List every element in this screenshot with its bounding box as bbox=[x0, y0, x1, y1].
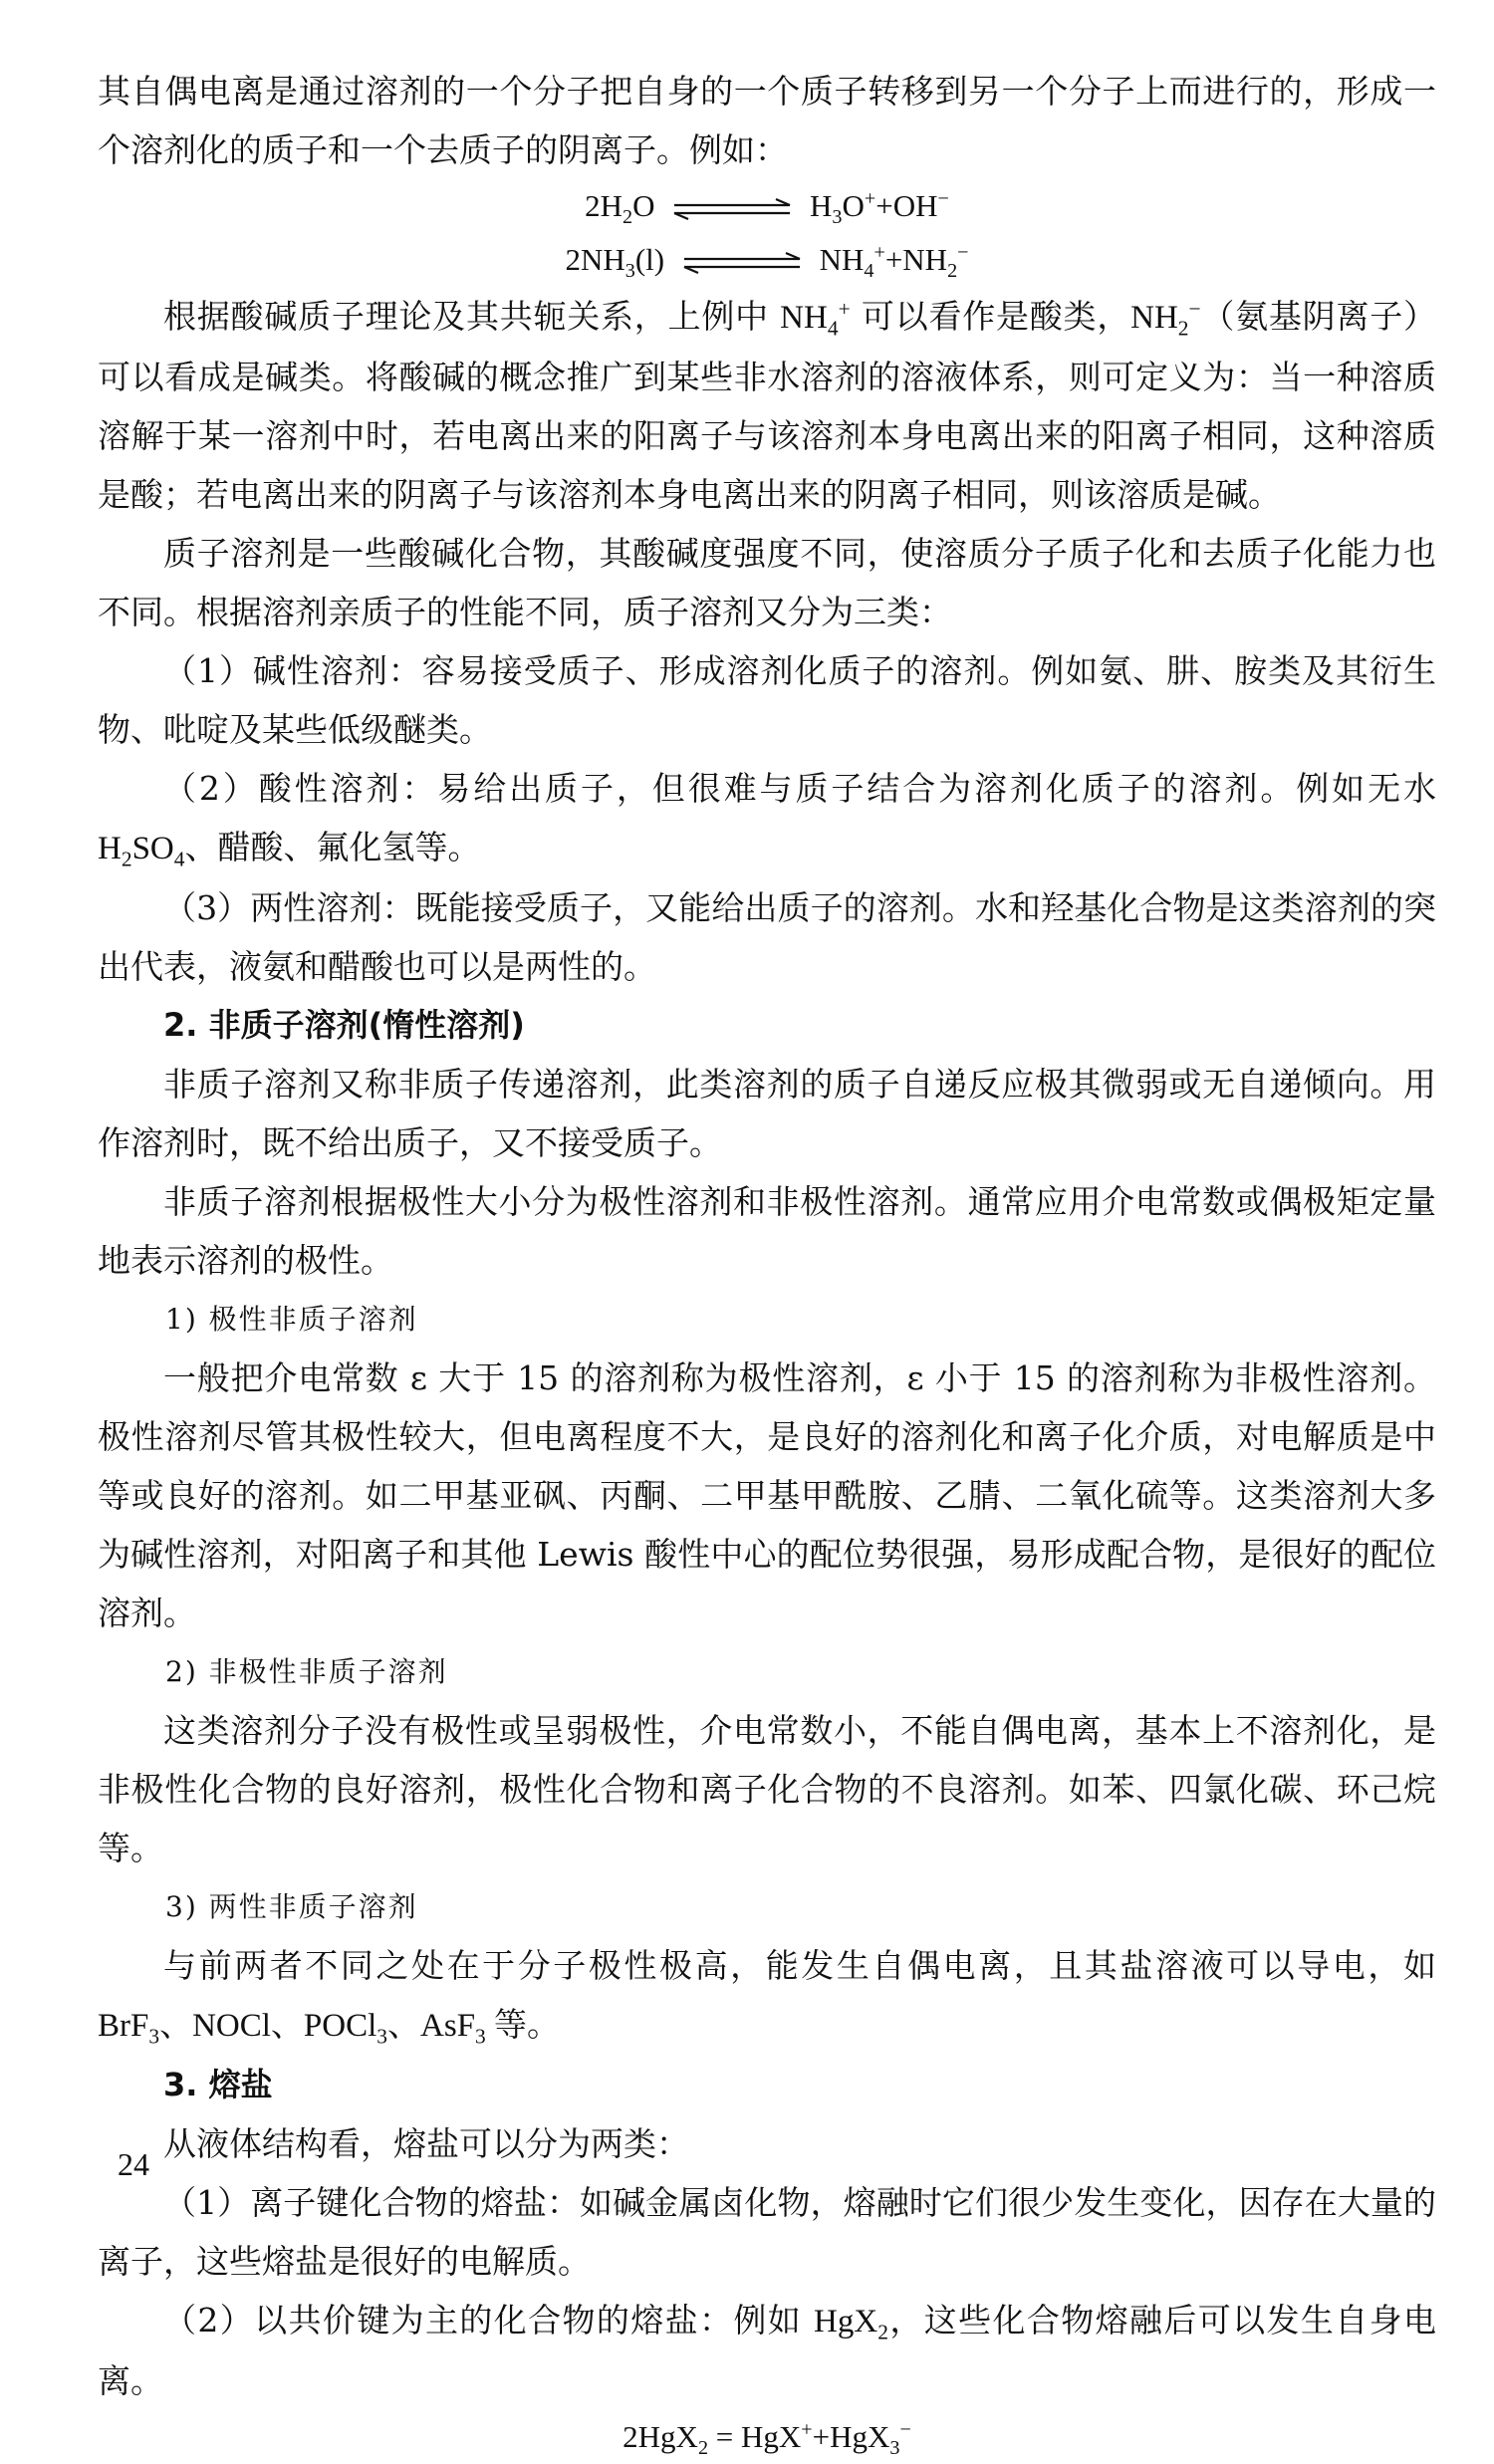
subsection-polar-aprotic: 1) 极性非质子溶剂 bbox=[165, 1303, 418, 1336]
paragraph-polar-aprotic: 一般把介电常数 ε 大于 15 的溶剂称为极性溶剂，ε 小于 15 的溶剂称为非极性溶剂。极性溶剂尽管其极性较大，但电离程度不大，是良好的溶剂化和离子化介质，对电解质是中等或良好的溶剂。如二甲基亚砜、丙酮、二甲基甲酰胺、乙腈、二氧化硫等。这类溶剂大多为碱性溶剂，对阳离子和其他 Lewis 酸性中心的配位势很强，易形成配合物，是很好的配位溶剂。 bbox=[98, 1358, 1436, 1632]
paragraph-acidic-solvents bbox=[98, 759, 1436, 878]
text-span: （2）酸性溶剂：易给出质子，但很难与质子结合为溶剂化质子的溶剂。例如无水 bbox=[163, 769, 1436, 808]
paragraph-amphoteric-solvents: （3）两性溶剂：既能接受质子，又能给出质子的溶剂。水和羟基化合物是这类溶剂的突出代表，液氨和醋酸也可以是两性的。 bbox=[98, 888, 1436, 986]
text-span: 根据酸碱质子理论及其共轭关系，上例中 bbox=[163, 297, 781, 336]
text-span: （2）以共价键为主的化合物的熔盐：例如 bbox=[163, 2301, 815, 2340]
text-span: （氨基阴离子）可以看成是碱类。将酸碱的概念推广到某些非水溶剂的溶液体系，则可定义为：当一种溶质溶解于某一溶剂中时，若电离出来的阳离子与该溶剂本身电离出来的阳离子相同，这种溶质是酸；若电离出来的阴离子与该溶剂本身电离出来的阴离子相同，则该溶质是碱。 bbox=[98, 297, 1437, 514]
paragraph-aprotic-polarity: 非质子溶剂根据极性大小分为极性溶剂和非极性溶剂。通常应用介电常数或偶极矩定量地表示溶剂的极性。 bbox=[98, 1182, 1436, 1280]
page-number: 24 bbox=[118, 2146, 149, 2182]
text-span: 等。 bbox=[494, 2005, 561, 2044]
paragraph-ionic-melts: （1）离子键化合物的熔盐：如碱金属卤化物，熔融时它们很少发生变化，因存在大量的离子，这些熔盐是很好的电解质。 bbox=[98, 2183, 1436, 2281]
equation-ammonia: $2NH_3(l)$ $NH_4^++NH_2^-$ bbox=[565, 241, 969, 283]
section-heading-molten-salts: 3. 熔盐 bbox=[163, 2066, 273, 2103]
subsection-amphoteric-aprotic: 3) 两性非质子溶剂 bbox=[165, 1890, 418, 1923]
paragraph-self-ionization: 其自偶电离是通过溶剂的一个分子把自身的一个质子转移到另一个分子上而进行的，形成一个溶剂化的质子和一个去质子的阴离子。例如： bbox=[98, 72, 1436, 169]
paragraph-amphoteric-aprotic bbox=[98, 1936, 1436, 2056]
formula-h2so4: $H_2SO_4$ bbox=[98, 831, 185, 871]
section-heading-aprotic: 2. 非质子溶剂(惰性溶剂) bbox=[163, 1006, 525, 1044]
text-area bbox=[98, 62, 1436, 2464]
formula-nh4: $NH_4^+$ bbox=[780, 297, 851, 341]
formula-nh2: $NH_2^-$ bbox=[1130, 297, 1201, 341]
formula-list: BrF$_3$、NOCl、POCl$_3$、AsF$_3$ bbox=[98, 2008, 486, 2049]
text-span: ，这些化合物熔融后可以发生自身电离。 bbox=[98, 2301, 1436, 2400]
equilibrium-arrow-icon bbox=[672, 198, 792, 220]
text-span: 与前两者不同之处在于分子极性极高，能发生自偶电离，且其盐溶液可以导电，如 bbox=[163, 1946, 1436, 1985]
equation-mercury-halide: 2HgX$_2$ = HgX++HgX$_3$− bbox=[622, 2418, 911, 2460]
paragraph-molten-salt-types: 从液体结构看，熔盐可以分为两类： bbox=[163, 2124, 689, 2163]
paragraph-nonpolar-aprotic: 这类溶剂分子没有极性或呈弱极性，介电常数小，不能自偶电离，基本上不溶剂化，是非极性化合物的良好溶剂，极性化合物和离子化合物的不良溶剂。如苯、四氯化碳、环己烷等。 bbox=[98, 1711, 1436, 1867]
text-span: 、醋酸、氟化氢等。 bbox=[184, 828, 481, 866]
paragraph-protic-solvents: 质子溶剂是一些酸碱化合物，其酸碱度强度不同，使溶质分子质子化和去质子化能力也不同。根据溶剂亲质子的性能不同，质子溶剂又分为三类： bbox=[98, 534, 1436, 631]
paragraph-covalent-melts bbox=[98, 2291, 1436, 2410]
equation-water: $2H_2O$ $H_3O^++OH^-$ bbox=[585, 187, 949, 229]
formula-hgx2: HgX$_2$ bbox=[814, 2304, 888, 2344]
paragraph-acid-base-definition bbox=[98, 287, 1436, 524]
paragraph-basic-solvents: （1）碱性溶剂：容易接受质子、形成溶剂化质子的溶剂。例如氨、肼、胺类及其衍生物、吡啶及某些低级醚类。 bbox=[98, 651, 1436, 749]
equilibrium-arrow-icon bbox=[682, 252, 802, 274]
text-span: 可以看作是酸类， bbox=[850, 297, 1131, 336]
subsection-nonpolar-aprotic: 2) 非极性非质子溶剂 bbox=[165, 1655, 448, 1688]
paragraph-aprotic-definition: 非质子溶剂又称非质子传递溶剂，此类溶剂的质子自递反应极其微弱或无自递倾向。用作溶剂时，既不给出质子，又不接受质子。 bbox=[98, 1065, 1436, 1162]
